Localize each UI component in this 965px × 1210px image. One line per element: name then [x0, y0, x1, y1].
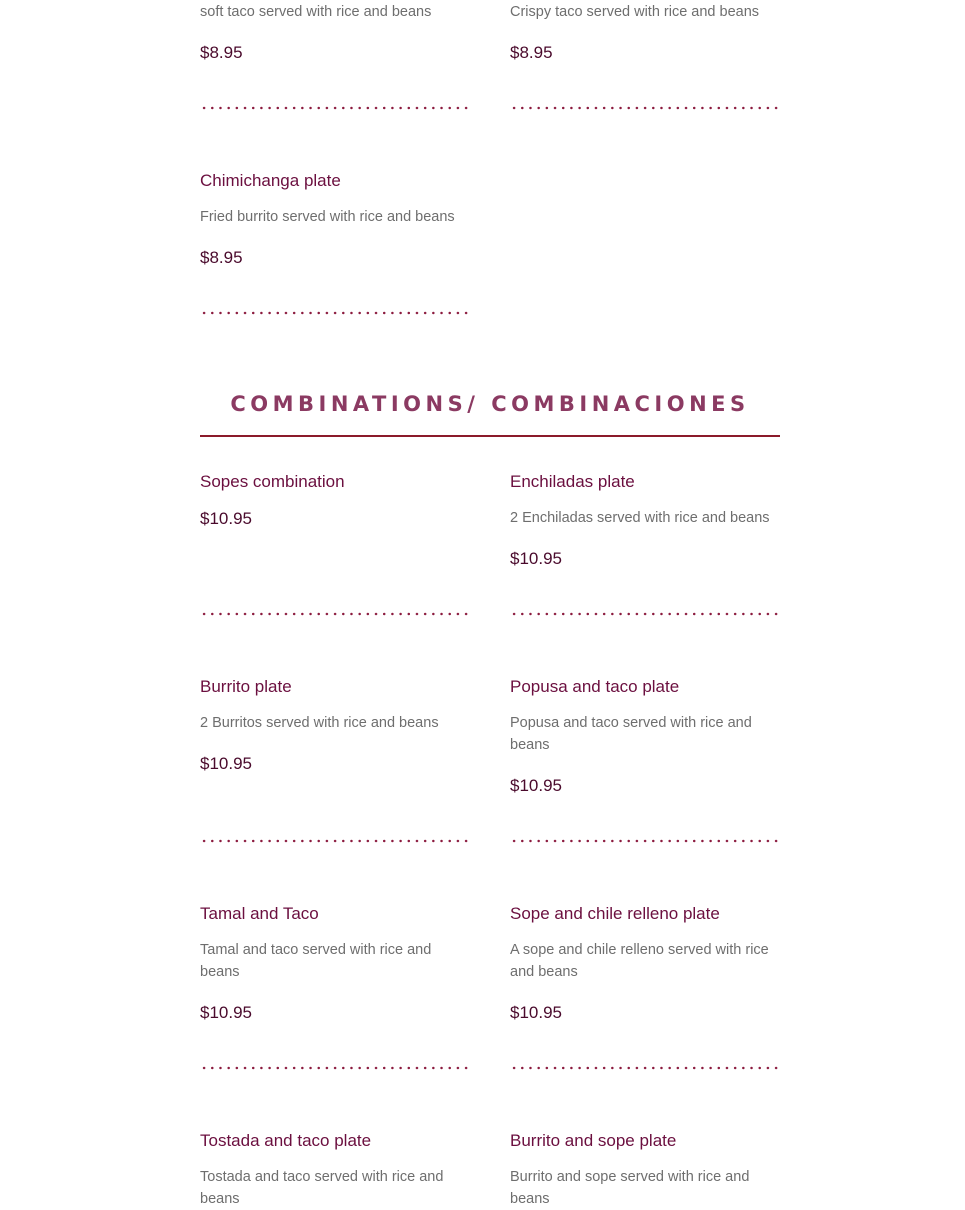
dotted-divider	[200, 1066, 470, 1070]
item-description: Crispy taco served with rice and beans	[510, 4, 760, 20]
menu-content	[200, 0, 780, 1207]
item-description: A sope and chile relleno served with rice and beans	[510, 942, 769, 980]
menu-item-tostada-taco-plate	[200, 1130, 470, 1210]
item-price: $10.95	[200, 1003, 252, 1022]
dotted-divider	[510, 1066, 780, 1070]
section-rule	[200, 435, 780, 437]
item-name: Burrito and sope plate	[510, 1131, 677, 1150]
menu-item-soft-taco	[200, 1, 470, 64]
menu-item-sopes-combination	[200, 471, 470, 530]
item-price: $10.95	[510, 549, 562, 568]
dotted-divider	[200, 612, 470, 616]
dotted-divider	[510, 106, 780, 110]
item-description: Tamal and taco served with rice and beans	[200, 942, 432, 980]
item-description: 2 Burritos served with rice and beans	[200, 715, 439, 731]
menu-item-crispy-taco	[510, 1, 780, 64]
item-name: Tostada and taco plate	[200, 1131, 372, 1150]
item-name: Popusa and taco plate	[510, 677, 680, 696]
menu-item-sope-chile-relleno	[510, 903, 780, 1024]
dotted-divider	[200, 311, 470, 315]
menu-item-burrito-plate	[200, 676, 470, 775]
item-name: Sope and chile relleno plate	[510, 904, 720, 923]
dotted-divider	[200, 106, 470, 110]
item-price: $10.95	[510, 1003, 562, 1022]
item-name: Burrito plate	[200, 677, 292, 696]
item-name: Tamal and Taco	[200, 904, 319, 923]
menu-item-tamal-taco	[200, 903, 470, 1024]
item-price: $10.95	[510, 776, 562, 795]
dotted-divider	[510, 839, 780, 843]
item-description: Fried burrito served with rice and beans	[200, 209, 455, 225]
menu-item-enchiladas-plate	[510, 471, 780, 570]
menu-item-burrito-sope-plate	[510, 1130, 780, 1210]
section-title: COMBINATIONS/ COMBINACIONES	[230, 392, 750, 416]
item-description: 2 Enchiladas served with rice and beans	[510, 510, 770, 526]
item-name: Enchiladas plate	[510, 472, 635, 491]
item-price: $8.95	[510, 43, 553, 62]
item-price: $10.95	[200, 509, 252, 528]
item-name: Chimichanga plate	[200, 171, 341, 190]
item-price: $10.95	[200, 754, 252, 773]
item-price: $8.95	[200, 43, 243, 62]
item-description: Popusa and taco served with rice and beans	[510, 715, 752, 753]
item-name: Sopes combination	[200, 472, 345, 491]
item-description: Tostada and taco served with rice and beans	[200, 1169, 444, 1207]
menu-item-chimichanga	[200, 170, 470, 269]
item-description: soft taco served with rice and beans	[200, 4, 432, 20]
dotted-divider	[510, 612, 780, 616]
item-description: Burrito and sope served with rice and beans	[510, 1169, 750, 1207]
dotted-divider	[200, 839, 470, 843]
item-price: $8.95	[200, 248, 243, 267]
menu-item-popusa-taco-plate	[510, 676, 780, 797]
